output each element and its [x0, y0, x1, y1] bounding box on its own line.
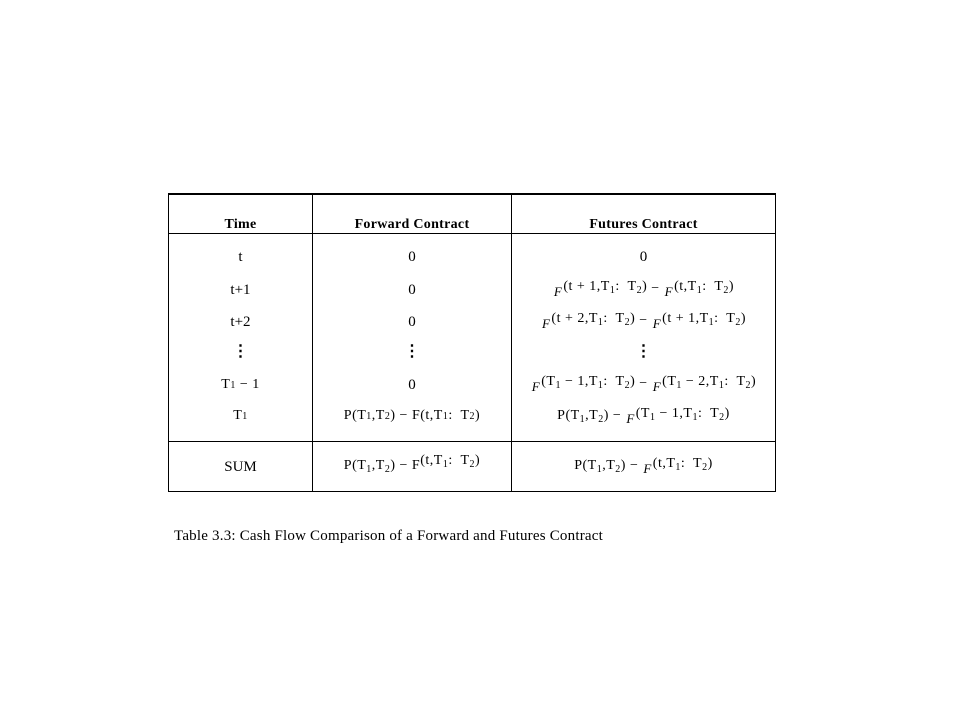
row-6-forward: P(T 1 ,T 2 ) − F(t,T 1 : T 2 )	[343, 408, 481, 423]
row-2-forward: 0	[408, 281, 416, 298]
row-5-time: T 1 − 1	[221, 377, 260, 392]
row-4-time-ellipsis: ⋮	[232, 343, 249, 360]
sum-forward: $P(T_1,T_2)$ − F ($t,T_1$: $T_2$)	[343, 452, 481, 475]
row-3-futures: F ($t + 2,T_1$: $T_2$) − F ($t + 1,T_1$: $T_2$)	[541, 310, 747, 331]
row-2-time: t+1	[230, 281, 251, 298]
row-4-forward-ellipsis: ⋮	[404, 343, 420, 360]
row-6-time: T 1	[233, 408, 248, 423]
table-caption: Table 3.3: Cash Flow Comparison of a Forward and Futures Contract	[174, 528, 603, 544]
sum-time: SUM	[224, 458, 257, 475]
header-futures-contract: Futures Contract	[589, 217, 698, 232]
row-5-futures: F ($T_1 - 1,T_1$: $T_2$) − F ($T_1 - 2,T_1$: $T_2$)	[531, 373, 757, 394]
row-1-forward: 0	[408, 248, 416, 265]
row-6-futures: $P(T_1,T_2)$ − F ($T_1 - 1,T_1$: $T_2$)	[557, 405, 730, 426]
row-3-time: t+2	[230, 313, 251, 330]
row-2-futures: F ($t + 1,T_1$: $T_2$) − F ($t,T_1$: $T_2$)	[553, 278, 735, 299]
sum-divider	[169, 441, 775, 442]
row-1-time: t	[238, 248, 243, 265]
row-1-futures: 0	[639, 248, 648, 265]
sum-futures: $P(T_1,T_2)$ − F ($t,T_1$: $T_2$)	[574, 455, 713, 476]
row-3-forward: 0	[408, 313, 416, 330]
header-forward-contract: Forward Contract	[354, 217, 470, 232]
cash-flow-table	[168, 193, 776, 492]
header-time: Time	[224, 217, 257, 232]
row-5-forward: 0	[408, 376, 416, 393]
row-4-futures-ellipsis: ⋮	[635, 343, 652, 360]
